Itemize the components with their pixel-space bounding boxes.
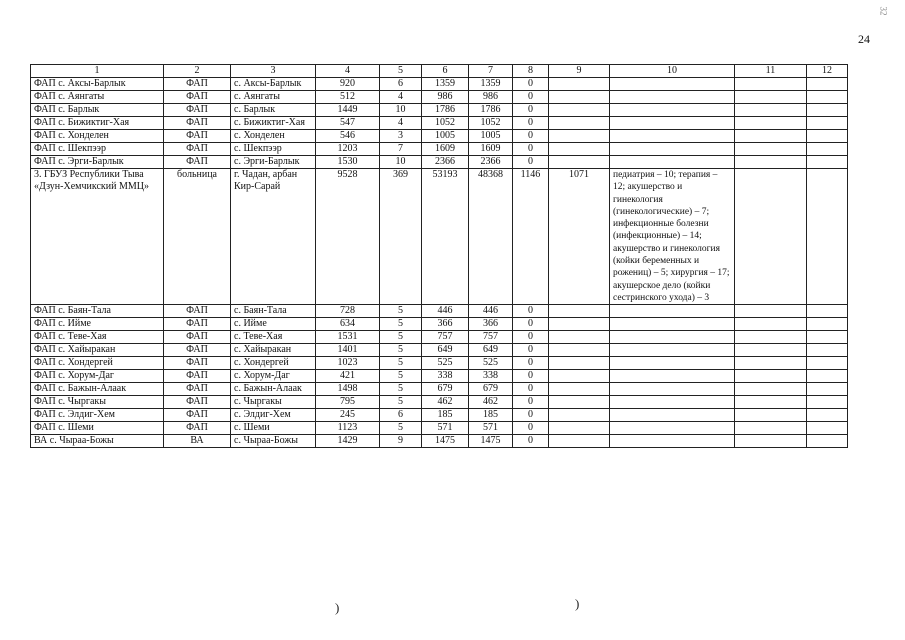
column-header: 8 bbox=[513, 65, 549, 78]
table-cell-col-12 bbox=[807, 305, 848, 318]
table-cell-col-7: 48368 bbox=[469, 169, 513, 305]
table-cell-col-5: 5 bbox=[380, 357, 422, 370]
table-cell-col-6: 462 bbox=[422, 396, 469, 409]
table-cell-col-8: 0 bbox=[513, 383, 549, 396]
table-cell-col-8: 0 bbox=[513, 78, 549, 91]
table-cell-col-7: 446 bbox=[469, 305, 513, 318]
table-cell-col-5: 7 bbox=[380, 143, 422, 156]
table-cell-col-2: ФАП bbox=[164, 409, 231, 422]
table-cell-col-3: с. Шеми bbox=[231, 422, 316, 435]
table-cell-col-8: 0 bbox=[513, 370, 549, 383]
table-cell-col-10 bbox=[610, 305, 735, 318]
table-cell-col-12 bbox=[807, 435, 848, 448]
table-cell-col-8: 0 bbox=[513, 435, 549, 448]
table-cell-col-6: 1359 bbox=[422, 78, 469, 91]
table-cell-col-12 bbox=[807, 396, 848, 409]
table-cell-col-3: с. Баян-Тала bbox=[231, 305, 316, 318]
table-cell-col-10 bbox=[610, 331, 735, 344]
table-cell-col-3: с. Барлык bbox=[231, 104, 316, 117]
table-row bbox=[31, 422, 848, 435]
table-cell-col-4: 245 bbox=[316, 409, 380, 422]
table-cell-col-3: с. Шекпээр bbox=[231, 143, 316, 156]
table-cell-col-11 bbox=[735, 331, 807, 344]
table-cell-col-7: 571 bbox=[469, 422, 513, 435]
table-cell-col-8: 0 bbox=[513, 143, 549, 156]
table-cell-col-5: 9 bbox=[380, 435, 422, 448]
table-row bbox=[31, 130, 848, 143]
table-cell-col-9 bbox=[549, 409, 610, 422]
table-cell-col-10: педиатрия – 10; терапия – 12; акушерство и гинекология (гинекологические) – 7; инфекционные болезни (инфекционные) – 14; акушерство и гинекология (койки беременных и рожениц) – 5; хирургия – 17; акушерское дело (койки сестринского ухода) – 3 bbox=[610, 169, 735, 305]
table-row bbox=[31, 370, 848, 383]
table-cell-col-3: с. Элдиг-Хем bbox=[231, 409, 316, 422]
table-cell-col-2: ФАП bbox=[164, 357, 231, 370]
table-cell-col-7: 679 bbox=[469, 383, 513, 396]
table-cell-col-10 bbox=[610, 117, 735, 130]
table-cell-col-9 bbox=[549, 117, 610, 130]
table-cell-col-7: 1005 bbox=[469, 130, 513, 143]
table-cell-col-5: 4 bbox=[380, 91, 422, 104]
table-cell-col-7: 986 bbox=[469, 91, 513, 104]
table-cell-col-10 bbox=[610, 435, 735, 448]
table-cell-col-4: 9528 bbox=[316, 169, 380, 305]
table-cell-col-6: 1475 bbox=[422, 435, 469, 448]
table-cell-col-4: 1429 bbox=[316, 435, 380, 448]
table-cell-col-12 bbox=[807, 409, 848, 422]
table-row bbox=[31, 409, 848, 422]
table-cell-col-2: ФАП bbox=[164, 91, 231, 104]
table-cell-col-3: с. Эрги-Барлык bbox=[231, 156, 316, 169]
table-cell-col-4: 421 bbox=[316, 370, 380, 383]
table-cell-col-7: 1609 bbox=[469, 143, 513, 156]
column-header: 1 bbox=[31, 65, 164, 78]
table-row bbox=[31, 305, 848, 318]
table-cell-col-3: с. Теве-Хая bbox=[231, 331, 316, 344]
table-cell-col-1: ФАП с. Баян-Тала bbox=[31, 305, 164, 318]
table-cell-col-2: ФАП bbox=[164, 344, 231, 357]
page-number: 24 bbox=[858, 32, 870, 46]
table-cell-col-11 bbox=[735, 156, 807, 169]
table-cell-col-12 bbox=[807, 104, 848, 117]
table-cell-col-2: ФАП bbox=[164, 305, 231, 318]
table-cell-col-3: с. Аксы-Барлык bbox=[231, 78, 316, 91]
table-cell-col-7: 2366 bbox=[469, 156, 513, 169]
table-cell-col-1: ФАП с. Шеми bbox=[31, 422, 164, 435]
table-row bbox=[31, 104, 848, 117]
table-cell-col-11 bbox=[735, 169, 807, 305]
table-cell-col-8: 0 bbox=[513, 396, 549, 409]
table-cell-col-7: 366 bbox=[469, 318, 513, 331]
table-cell-col-2: ФАП bbox=[164, 331, 231, 344]
table-cell-col-11 bbox=[735, 344, 807, 357]
column-number-row bbox=[31, 65, 848, 78]
table-cell-col-1: ФАП с. Теве-Хая bbox=[31, 331, 164, 344]
table-row bbox=[31, 143, 848, 156]
table-cell-col-8: 0 bbox=[513, 305, 549, 318]
table-cell-col-6: 53193 bbox=[422, 169, 469, 305]
table-cell-col-12 bbox=[807, 370, 848, 383]
table-cell-col-10 bbox=[610, 344, 735, 357]
table-cell-col-11 bbox=[735, 409, 807, 422]
table-cell-col-11 bbox=[735, 357, 807, 370]
table-cell-col-12 bbox=[807, 91, 848, 104]
table-cell-col-4: 512 bbox=[316, 91, 380, 104]
table-cell-col-9 bbox=[549, 331, 610, 344]
table-cell-col-4: 795 bbox=[316, 396, 380, 409]
table-cell-col-2: ФАП bbox=[164, 104, 231, 117]
table-cell-col-9 bbox=[549, 383, 610, 396]
table-cell-col-3: с. Хайыракан bbox=[231, 344, 316, 357]
table-cell-col-11 bbox=[735, 422, 807, 435]
table-cell-col-9 bbox=[549, 396, 610, 409]
table-cell-col-11 bbox=[735, 370, 807, 383]
table-cell-col-11 bbox=[735, 117, 807, 130]
table-row bbox=[31, 357, 848, 370]
table-cell-col-12 bbox=[807, 130, 848, 143]
table-cell-col-6: 679 bbox=[422, 383, 469, 396]
table-cell-col-7: 185 bbox=[469, 409, 513, 422]
table-cell-col-3: с. Хондергей bbox=[231, 357, 316, 370]
table-row bbox=[31, 383, 848, 396]
table-cell-col-9 bbox=[549, 422, 610, 435]
table-cell-col-11 bbox=[735, 91, 807, 104]
table-cell-col-10 bbox=[610, 422, 735, 435]
column-header: 2 bbox=[164, 65, 231, 78]
table-cell-col-5: 5 bbox=[380, 305, 422, 318]
table-cell-col-3: с. Бажын-Алаак bbox=[231, 383, 316, 396]
table-cell-col-1: ФАП с. Хонделен bbox=[31, 130, 164, 143]
table-cell-col-9 bbox=[549, 104, 610, 117]
table-cell-col-7: 462 bbox=[469, 396, 513, 409]
table-cell-col-7: 1786 bbox=[469, 104, 513, 117]
table-row bbox=[31, 318, 848, 331]
table-cell-col-5: 369 bbox=[380, 169, 422, 305]
table-cell-col-11 bbox=[735, 383, 807, 396]
table-cell-col-11 bbox=[735, 143, 807, 156]
table-cell-col-12 bbox=[807, 344, 848, 357]
table-cell-col-12 bbox=[807, 357, 848, 370]
table-cell-col-6: 446 bbox=[422, 305, 469, 318]
table-cell-col-4: 1401 bbox=[316, 344, 380, 357]
column-header: 3 bbox=[231, 65, 316, 78]
table-cell-col-11 bbox=[735, 396, 807, 409]
table-cell-col-2: ФАП bbox=[164, 383, 231, 396]
table-cell-col-5: 10 bbox=[380, 104, 422, 117]
column-header: 6 bbox=[422, 65, 469, 78]
table-cell-col-2: ВА bbox=[164, 435, 231, 448]
stray-mark: ) bbox=[575, 596, 580, 611]
table-cell-col-5: 6 bbox=[380, 78, 422, 91]
table-cell-col-1: ФАП с. Эрги-Барлык bbox=[31, 156, 164, 169]
table-cell-col-2: ФАП bbox=[164, 117, 231, 130]
table-cell-col-4: 547 bbox=[316, 117, 380, 130]
table-cell-col-9 bbox=[549, 370, 610, 383]
table-cell-col-9 bbox=[549, 91, 610, 104]
table-cell-col-12 bbox=[807, 422, 848, 435]
table-cell-col-3: с. Хорум-Даг bbox=[231, 370, 316, 383]
table-cell-col-7: 525 bbox=[469, 357, 513, 370]
table-cell-col-7: 338 bbox=[469, 370, 513, 383]
table-cell-col-1: ФАП с. Ийме bbox=[31, 318, 164, 331]
table-cell-col-4: 634 bbox=[316, 318, 380, 331]
table-cell-col-4: 1023 bbox=[316, 357, 380, 370]
table-cell-col-5: 5 bbox=[380, 383, 422, 396]
table-row bbox=[31, 331, 848, 344]
table-cell-col-12 bbox=[807, 78, 848, 91]
table-cell-col-12 bbox=[807, 331, 848, 344]
table-cell-col-11 bbox=[735, 78, 807, 91]
table-cell-col-4: 1498 bbox=[316, 383, 380, 396]
table-cell-col-3: с. Аянгаты bbox=[231, 91, 316, 104]
table-cell-col-1: ФАП с. Бижиктиг-Хая bbox=[31, 117, 164, 130]
table-cell-col-3: с. Ийме bbox=[231, 318, 316, 331]
table-cell-col-10 bbox=[610, 78, 735, 91]
table-cell-col-5: 5 bbox=[380, 331, 422, 344]
table-cell-col-2: ФАП bbox=[164, 130, 231, 143]
table-cell-col-2: ФАП bbox=[164, 318, 231, 331]
table-cell-col-6: 1786 bbox=[422, 104, 469, 117]
stray-mark: ) bbox=[335, 600, 340, 615]
table-cell-col-11 bbox=[735, 305, 807, 318]
table-cell-col-2: ФАП bbox=[164, 422, 231, 435]
table-cell-col-2: ФАП bbox=[164, 396, 231, 409]
table-cell-col-8: 0 bbox=[513, 409, 549, 422]
table-cell-col-1: ФАП с. Хондергей bbox=[31, 357, 164, 370]
table-cell-col-6: 2366 bbox=[422, 156, 469, 169]
table-row bbox=[31, 396, 848, 409]
table-cell-col-1: ФАП с. Аксы-Барлык bbox=[31, 78, 164, 91]
table-cell-col-12 bbox=[807, 143, 848, 156]
table-cell-col-10 bbox=[610, 156, 735, 169]
table-cell-col-10 bbox=[610, 370, 735, 383]
table-cell-col-8: 0 bbox=[513, 318, 549, 331]
table-cell-col-11 bbox=[735, 318, 807, 331]
table-cell-col-5: 4 bbox=[380, 117, 422, 130]
table-cell-col-7: 649 bbox=[469, 344, 513, 357]
table-cell-col-2: больница bbox=[164, 169, 231, 305]
table-cell-col-5: 5 bbox=[380, 344, 422, 357]
table-cell-col-5: 10 bbox=[380, 156, 422, 169]
table-cell-col-10 bbox=[610, 396, 735, 409]
table-cell-col-10 bbox=[610, 143, 735, 156]
table-cell-col-4: 1530 bbox=[316, 156, 380, 169]
table-cell-col-9 bbox=[549, 130, 610, 143]
table-cell-col-8: 0 bbox=[513, 331, 549, 344]
corner-mark: 32 bbox=[878, 6, 889, 16]
table-cell-col-12 bbox=[807, 318, 848, 331]
table-cell-col-5: 5 bbox=[380, 422, 422, 435]
table-cell-col-9 bbox=[549, 344, 610, 357]
table-cell-col-8: 0 bbox=[513, 344, 549, 357]
column-header: 9 bbox=[549, 65, 610, 78]
table-cell-col-1: ФАП с. Хорум-Даг bbox=[31, 370, 164, 383]
table-cell-col-8: 0 bbox=[513, 104, 549, 117]
table-row bbox=[31, 78, 848, 91]
column-header: 12 bbox=[807, 65, 848, 78]
table-cell-col-4: 1123 bbox=[316, 422, 380, 435]
table-cell-col-6: 757 bbox=[422, 331, 469, 344]
table-cell-col-10 bbox=[610, 409, 735, 422]
table-cell-col-8: 0 bbox=[513, 91, 549, 104]
table-cell-col-1: ФАП с. Хайыракан bbox=[31, 344, 164, 357]
table-cell-col-5: 3 bbox=[380, 130, 422, 143]
table-cell-col-4: 728 bbox=[316, 305, 380, 318]
table-row bbox=[31, 156, 848, 169]
table-cell-col-9 bbox=[549, 435, 610, 448]
table-cell-col-3: с. Чыраа-Божы bbox=[231, 435, 316, 448]
table-cell-col-7: 1052 bbox=[469, 117, 513, 130]
table-cell-col-1: ФАП с. Элдиг-Хем bbox=[31, 409, 164, 422]
table-cell-col-9 bbox=[549, 143, 610, 156]
table-cell-col-8: 0 bbox=[513, 156, 549, 169]
table-cell-col-12 bbox=[807, 169, 848, 305]
table-cell-col-5: 5 bbox=[380, 318, 422, 331]
table-cell-col-1: ФАП с. Чыргакы bbox=[31, 396, 164, 409]
table-cell-col-6: 649 bbox=[422, 344, 469, 357]
table-cell-col-9: 1071 bbox=[549, 169, 610, 305]
table-cell-col-10 bbox=[610, 357, 735, 370]
table-cell-col-10 bbox=[610, 91, 735, 104]
table-cell-col-2: ФАП bbox=[164, 370, 231, 383]
column-header: 7 bbox=[469, 65, 513, 78]
table-cell-col-2: ФАП bbox=[164, 143, 231, 156]
table-cell-col-1: ФАП с. Барлык bbox=[31, 104, 164, 117]
table-cell-col-1: ФАП с. Бажын-Алаак bbox=[31, 383, 164, 396]
table-cell-col-10 bbox=[610, 104, 735, 117]
table-cell-col-12 bbox=[807, 383, 848, 396]
table-cell-col-5: 6 bbox=[380, 409, 422, 422]
table-cell-col-6: 1609 bbox=[422, 143, 469, 156]
table-cell-col-4: 920 bbox=[316, 78, 380, 91]
table-cell-col-4: 546 bbox=[316, 130, 380, 143]
table-cell-col-3: с. Бижиктиг-Хая bbox=[231, 117, 316, 130]
table-cell-col-5: 5 bbox=[380, 370, 422, 383]
table-cell-col-8: 0 bbox=[513, 117, 549, 130]
table-cell-col-6: 338 bbox=[422, 370, 469, 383]
table-cell-col-6: 366 bbox=[422, 318, 469, 331]
table-cell-col-10 bbox=[610, 318, 735, 331]
table-cell-col-9 bbox=[549, 318, 610, 331]
table-row bbox=[31, 169, 848, 305]
table-cell-col-4: 1531 bbox=[316, 331, 380, 344]
table-cell-col-7: 757 bbox=[469, 331, 513, 344]
table-cell-col-9 bbox=[549, 156, 610, 169]
table-cell-col-6: 1052 bbox=[422, 117, 469, 130]
column-header: 11 bbox=[735, 65, 807, 78]
table-cell-col-6: 525 bbox=[422, 357, 469, 370]
table-cell-col-1: 3. ГБУЗ Республики Тыва «Дзун-Хемчикский ММЦ» bbox=[31, 169, 164, 305]
table-cell-col-1: ВА с. Чыраа-Божы bbox=[31, 435, 164, 448]
table-cell-col-1: ФАП с. Аянгаты bbox=[31, 91, 164, 104]
table-cell-col-3: с. Чыргакы bbox=[231, 396, 316, 409]
table-row bbox=[31, 117, 848, 130]
table-cell-col-5: 5 bbox=[380, 396, 422, 409]
table-cell-col-6: 1005 bbox=[422, 130, 469, 143]
table-cell-col-8: 0 bbox=[513, 422, 549, 435]
table-cell-col-6: 185 bbox=[422, 409, 469, 422]
table-cell-col-4: 1203 bbox=[316, 143, 380, 156]
table-cell-col-6: 571 bbox=[422, 422, 469, 435]
table-cell-col-1: ФАП с. Шекпээр bbox=[31, 143, 164, 156]
table-cell-col-12 bbox=[807, 156, 848, 169]
column-header: 10 bbox=[610, 65, 735, 78]
facilities-table bbox=[30, 64, 848, 448]
table-cell-col-6: 986 bbox=[422, 91, 469, 104]
table-cell-col-9 bbox=[549, 78, 610, 91]
table-cell-col-8: 1146 bbox=[513, 169, 549, 305]
table-cell-col-12 bbox=[807, 117, 848, 130]
column-header: 4 bbox=[316, 65, 380, 78]
table-cell-col-11 bbox=[735, 130, 807, 143]
table-cell-col-9 bbox=[549, 305, 610, 318]
table-cell-col-8: 0 bbox=[513, 130, 549, 143]
table-cell-col-2: ФАП bbox=[164, 78, 231, 91]
table-cell-col-10 bbox=[610, 383, 735, 396]
table-cell-col-11 bbox=[735, 435, 807, 448]
table-cell-col-4: 1449 bbox=[316, 104, 380, 117]
table-cell-col-7: 1359 bbox=[469, 78, 513, 91]
table-cell-col-9 bbox=[549, 357, 610, 370]
table-row bbox=[31, 435, 848, 448]
table-cell-col-3: с. Хонделен bbox=[231, 130, 316, 143]
table-cell-col-8: 0 bbox=[513, 357, 549, 370]
table-cell-col-7: 1475 bbox=[469, 435, 513, 448]
table-cell-col-10 bbox=[610, 130, 735, 143]
table-cell-col-3: г. Чадан, арбан Кир-Сарай bbox=[231, 169, 316, 305]
table-row bbox=[31, 91, 848, 104]
column-header: 5 bbox=[380, 65, 422, 78]
table-row bbox=[31, 344, 848, 357]
table-cell-col-11 bbox=[735, 104, 807, 117]
table-cell-col-2: ФАП bbox=[164, 156, 231, 169]
